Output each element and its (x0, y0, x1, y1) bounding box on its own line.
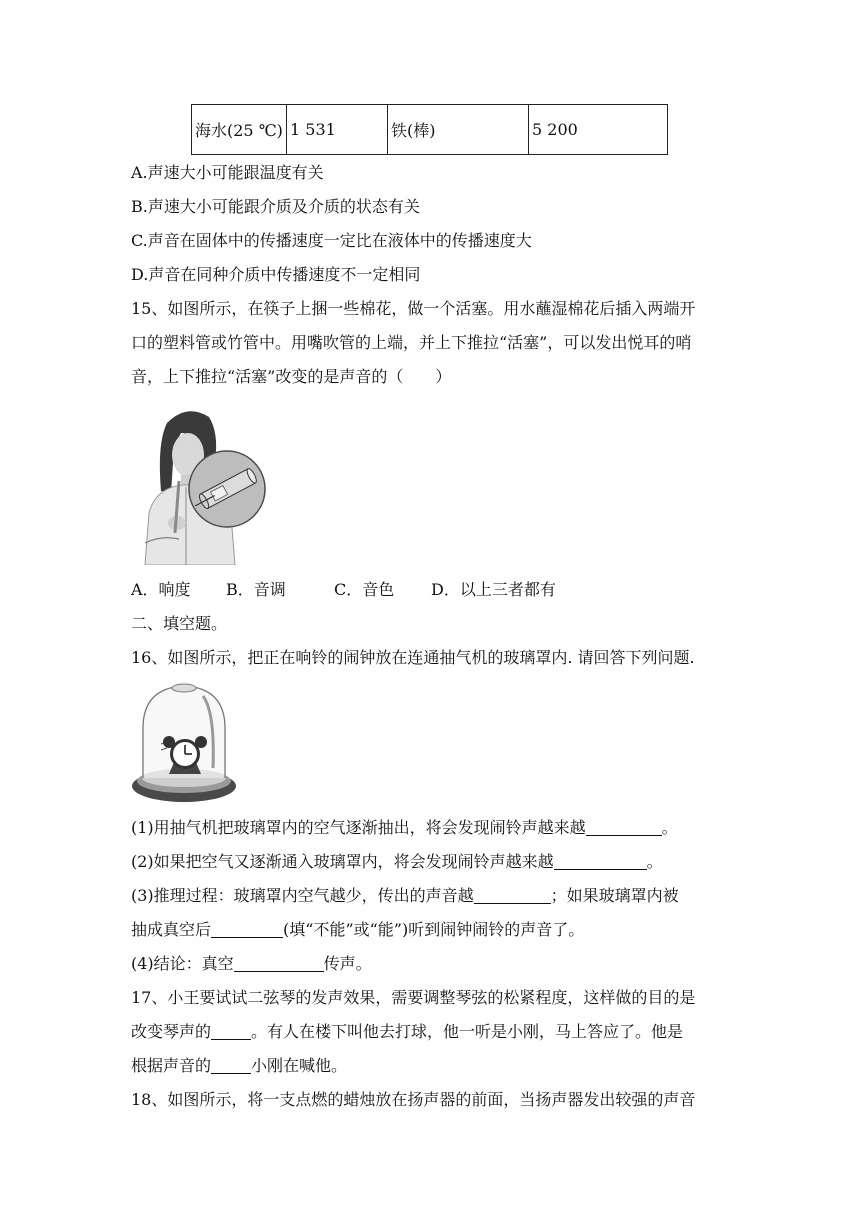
text: 小刚在喊他。 (251, 1056, 348, 1075)
girl-whistle-figure (131, 403, 267, 565)
table-cell: 铁(棒) (388, 105, 529, 155)
text: (4)结论：真空 (131, 954, 234, 973)
text: (1)用抽气机把玻璃罩内的空气逐渐抽出，将会发现闹铃声越来越 (131, 818, 586, 837)
question-16-part-3b (131, 919, 584, 941)
question-16-part-4 (131, 953, 372, 975)
text: 改变琴声的 (131, 1022, 212, 1041)
table-row (192, 105, 668, 155)
question-15-options (131, 579, 556, 601)
text: 。有人在楼下叫他去打球，他一听是小刚，马上答应了。他是 (251, 1022, 684, 1041)
text: ；如果玻璃罩内被 (550, 886, 679, 905)
answer-blank[interactable] (234, 954, 324, 972)
text: (3)推理过程：玻璃罩内空气越少，传出的声音越 (131, 886, 474, 905)
option-c: C.声音在固体中的传播速度一定比在液体中的传播速度大 (131, 231, 532, 250)
sound-speed-table (191, 104, 668, 155)
answer-blank[interactable] (554, 852, 647, 870)
text: 。 (661, 818, 678, 837)
question-17-line (131, 1055, 347, 1077)
question-16-part-1 (131, 817, 678, 839)
question-16-part-2 (131, 851, 663, 873)
text: 根据声音的 (131, 1056, 212, 1075)
answer-blank[interactable] (211, 1056, 251, 1074)
text: (填“不能”或“能”)听到闹钟闹铃的声音了。 (283, 920, 585, 939)
table-cell: 5 200 (529, 105, 668, 155)
option-c: C．音色 (334, 580, 395, 599)
question-16-stem: 16、如图所示，把正在响铃的闹钟放在连通抽气机的玻璃罩内. 请回答下列问题. (131, 648, 695, 667)
text: 。 (646, 852, 663, 871)
table-cell: 海水(25 ℃) (192, 105, 287, 155)
question-16-part-3 (131, 885, 679, 907)
answer-blank[interactable] (211, 1022, 251, 1040)
option-a: A．响度 (131, 580, 191, 599)
text: (2)如果把空气又逐渐通入玻璃罩内，将会发现闹铃声越来越 (131, 852, 554, 871)
section-heading: 二、填空题。 (131, 614, 228, 633)
option-b: B．音调 (226, 580, 286, 599)
option-b: B.声速大小可能跟介质及介质的状态有关 (131, 197, 420, 216)
option-d: D．以上三者都有 (431, 580, 556, 599)
text: 抽成真空后 (131, 920, 212, 939)
question-18-line: 18、如图所示，将一支点燃的蜡烛放在扬声器的前面，当扬声器发出较强的声音 (131, 1090, 696, 1109)
bell-jar-clock-figure (131, 682, 237, 804)
question-17-line: 17、小王要试试二弦琴的发声效果，需要调整琴弦的松紧程度，这样做的目的是 (131, 988, 696, 1007)
question-17-line (131, 1021, 683, 1043)
question-15-line: 15、如图所示，在筷子上捆一些棉花，做一个活塞。用水蘸湿棉花后插入两端开 (131, 299, 696, 318)
answer-blank[interactable] (474, 886, 551, 904)
option-a: A.声速大小可能跟温度有关 (131, 163, 324, 182)
answer-blank[interactable] (586, 818, 662, 836)
answer-blank[interactable] (211, 920, 283, 938)
text: 传声。 (323, 954, 372, 973)
question-15-line: 口的塑料管或竹管中。用嘴吹管的上端，并上下推拉“活塞”，可以发出悦耳的哨 (131, 333, 692, 352)
question-15-line: 音，上下推拉“活塞”改变的是声音的（ ） (131, 367, 452, 386)
option-d: D.声音在同种介质中传播速度不一定相同 (131, 265, 421, 284)
table-cell: 1 531 (287, 105, 388, 155)
